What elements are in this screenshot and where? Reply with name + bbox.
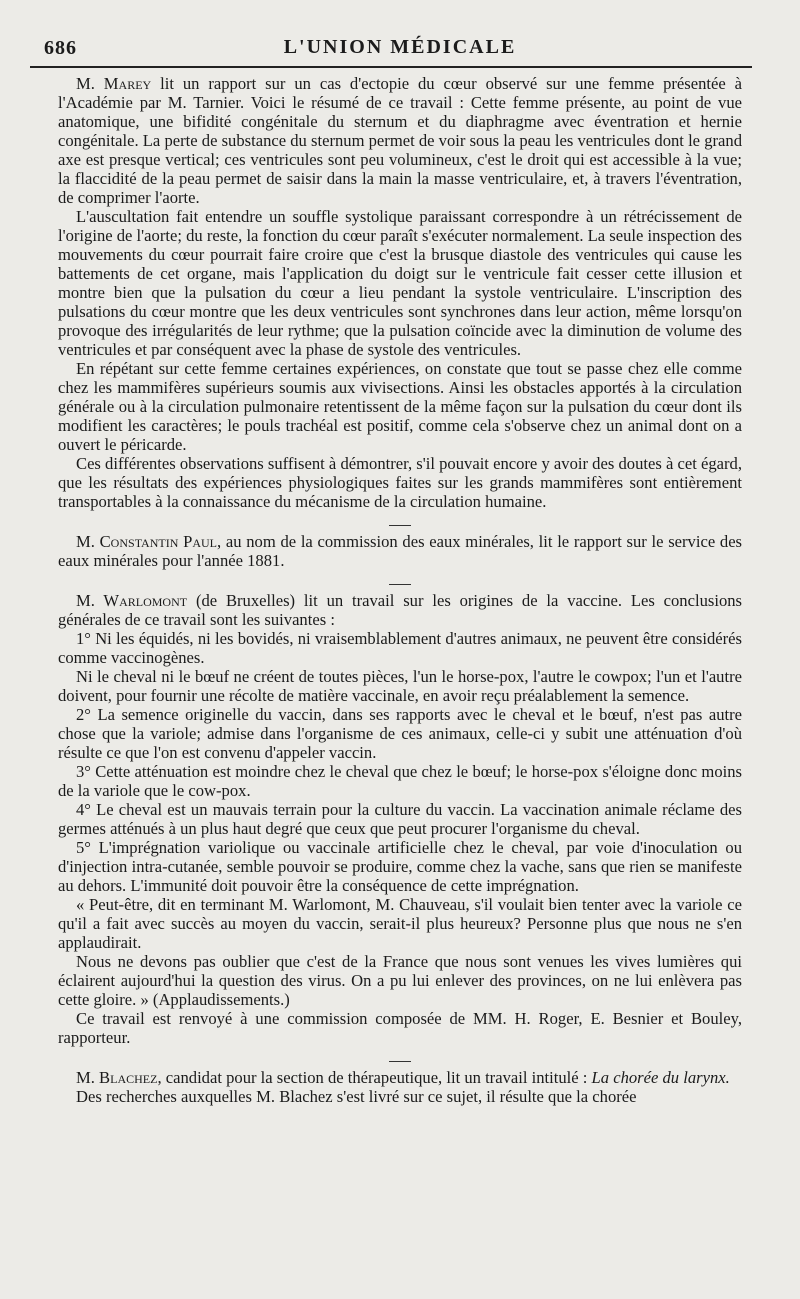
paragraph: [58, 667, 742, 705]
paragraph-text: lit un rapport sur un cas d'ectopie du cœur observé sur une femme présentée à l'Académie par M. Tarnier. Voici le résumé de ce travail : Cette femme présente, au point de vue anatomique, une bifidité congénitale du sternum et du diaphragme avec éventration et hernie congénitale. La perte de substance du sternum permet de voir sous la peau les ventricules dont le grand axe est presque vertical; ces ventricules sont peu volumineux, c'est le droit qui est accessible à la vue; la flaccidité de la peau permet de saisir dans la main la masse ventriculaire, et, à travers l'éventration, de comprimer l'aorte.: [58, 74, 742, 207]
section-separator: [389, 525, 411, 526]
paragraph: [58, 838, 742, 895]
paragraph-text: Ni le cheval ni le bœuf ne créent de toutes pièces, l'un le horse-pox, l'autre le cowpox; l'un et l'autre doivent, pour fournir une récolte de matière vaccinale, en avoir reçu préalablement la semence.: [58, 667, 742, 705]
speaker-name: M. Warlomont: [76, 591, 188, 610]
section-separator: [389, 584, 411, 585]
section-separator: [389, 1061, 411, 1062]
paragraph: [58, 454, 742, 511]
paragraph: [58, 629, 742, 667]
paragraph: [58, 800, 742, 838]
paragraph: [58, 591, 742, 629]
paragraph-text: 2° La semence originelle du vaccin, dans ses rapports avec le cheval et le bœuf, n'est pas autre chose que la variole; admise dans l'organisme de ces animaux, celle-ci y subit une atténuation d'où résulte ce que l'on est convenu d'appeler vaccin.: [58, 705, 742, 762]
paragraph-text: , candidat pour la section de thérapeutique, lit un travail intitulé :: [157, 1068, 592, 1087]
paragraph: [58, 952, 742, 1009]
speaker-name: M. Marey: [76, 74, 152, 93]
paragraph-text: 5° L'imprégnation variolique ou vaccinale artificielle chez le cheval, par voie d'inoculation ou d'injection intra-cutanée, semble pouvoir se produire, comme chez la vache, sans que rien se manifeste au dehors. L'immunité doit pouvoir être la conséquence de cette imprégnation.: [58, 838, 742, 895]
speaker-name: M. Blachez: [76, 1068, 158, 1087]
work-title: La chorée du larynx.: [591, 1068, 730, 1087]
paragraph-text: 4° Le cheval est un mauvais terrain pour la culture du vaccin. La vaccination animale réclame des germes atténués à un plus haut degré que ceux que peut procurer l'organisme du cheval.: [58, 800, 742, 838]
running-head: [44, 30, 742, 66]
paragraph-text: « Peut-être, dit en terminant M. Warlomont, M. Chauveau, s'il voulait bien tenter avec la variole ce qu'il a fait avec succès au moyen du vaccin, serait-il plus heureux? Personne plus que nous ne s'en applaudirait.: [58, 895, 742, 952]
paragraph: [58, 705, 742, 762]
paragraph-text: En répétant sur cette femme certaines expériences, on constate que tout se passe chez elle comme chez les mammifères supérieurs soumis aux vivisections. Ainsi les obstacles apportés à la circulation générale ou à la circulation pulmonaire retentissent de la même façon sur la pulsation du cœur dont ils modifient les caractères; le pouls trachéal est positif, comme cela s'observe chez un animal dont on a ouvert le péricarde.: [58, 359, 742, 454]
paragraph: [58, 1068, 742, 1087]
paragraph-text: Ce travail est renvoyé à une commission composée de MM. H. Roger, E. Besnier et Bouley, rapporteur.: [58, 1009, 742, 1047]
article-body: [58, 74, 742, 1106]
paragraph-text: 1° Ni les équidés, ni les bovidés, ni vraisemblablement d'autres animaux, ne peuvent être considérés comme vaccinogènes.: [58, 629, 742, 667]
page-number: 686: [44, 37, 77, 59]
paragraph: [58, 359, 742, 454]
paragraph-text: L'auscultation fait entendre un souffle systolique paraissant correspondre à un rétrécissement de l'origine de l'aorte; du reste, la fonction du cœur paraît s'exécuter normalement. La seule inspection des mouvements du cœur pourrait faire croire que c'est la brusque diastole des ventricules qui cause les battements de cet organe, mais l'application du doigt sur le ventricule fait cesser cette illusion et montre bien que la pulsation du cœur a lieu pendant la systole ventriculaire. L'inscription des pulsations du cœur montre que les deux ventricules sont synchrones dans leur action, même lorsqu'on provoque des irrégularités de leur rythme; que la pulsation coïncide avec la diminution de volume des ventricules et par conséquent avec la phase de systole des ventricules.: [58, 207, 742, 359]
paragraph: [58, 895, 742, 952]
paragraph-text: Nous ne devons pas oublier que c'est de la France que nous sont venues les vives lumières qui éclairent aujourd'hui la question des virus. On a pu lui enlever des provinces, on ne lui enlèvera pas cette gloire. » (Applaudissements.): [58, 952, 742, 1009]
paragraph-text: , au nom de la commission des eaux minérales, lit le rapport sur le service des eaux minérales pour l'année 1881.: [58, 532, 743, 570]
speaker-name: M. Constantin Paul: [76, 532, 217, 551]
paragraph-text: Des recherches auxquelles M. Blachez s'est livré sur ce sujet, il résulte que la chorée: [76, 1087, 637, 1106]
paragraph: [58, 532, 742, 570]
paragraph: [58, 1087, 742, 1106]
paragraph: [58, 1009, 742, 1047]
paragraph-text: 3° Cette atténuation est moindre chez le cheval que chez le bœuf; le horse-pox s'éloigne donc moins de la variole que le cow-pox.: [58, 762, 742, 800]
paragraph: [58, 207, 742, 359]
paragraph-text: Ces différentes observations suffisent à démontrer, s'il pouvait encore y avoir des doutes à cet égard, que les résultats des expériences physiologiques faites sur les grands mammifères sont entièrement transportables à la connaissance du mécanisme de la circulation humaine.: [58, 454, 742, 511]
paragraph: [58, 74, 742, 207]
journal-title: L'UNION MÉDICALE: [283, 36, 517, 58]
paragraph-text: (de Bruxelles) lit un travail sur les origines de la vaccine. Les conclusions générales de ce travail sont les suivantes :: [58, 591, 742, 629]
paragraph: [58, 762, 742, 800]
header-rule: [30, 66, 752, 68]
